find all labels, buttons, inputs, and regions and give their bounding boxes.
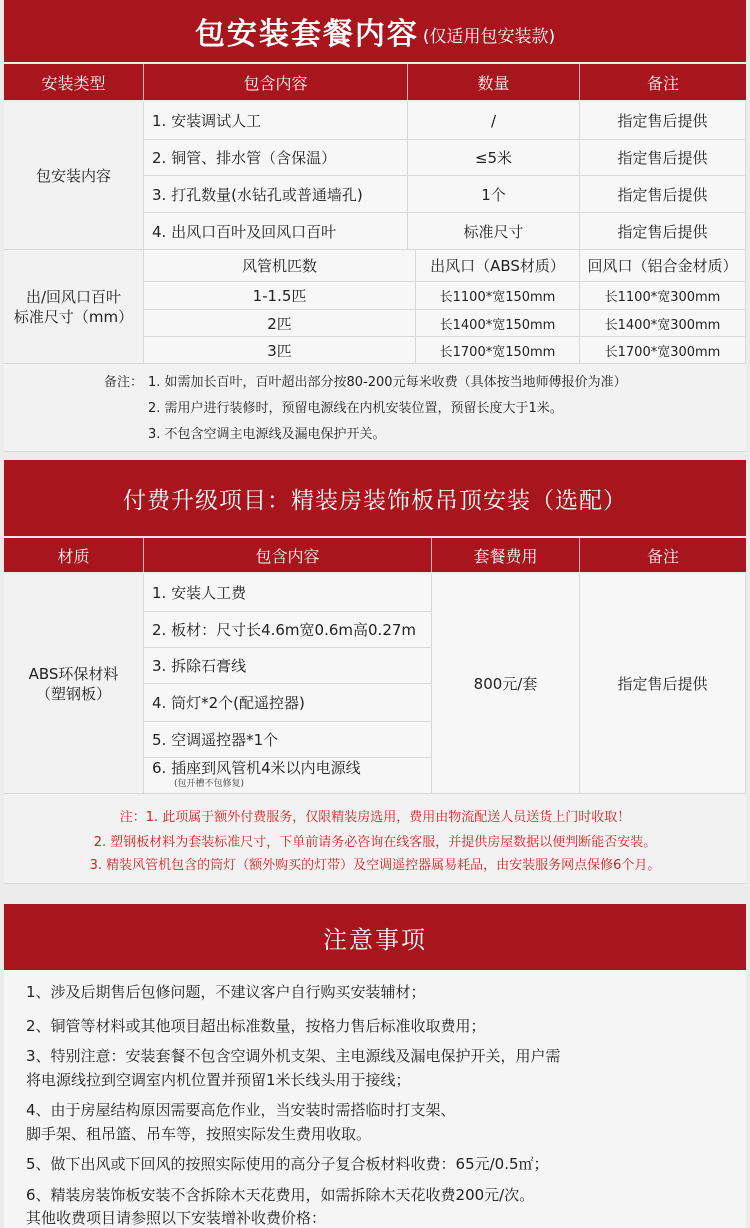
upgrade-item-4: 4. 筒灯*2个(配遥控器) xyxy=(144,684,432,722)
upgrade-item-5: 5. 空调遥控器*1个 xyxy=(144,722,432,758)
louver-size-label xyxy=(4,250,144,364)
qty-row-1: / xyxy=(408,102,580,140)
qty-row-4: 标准尺寸 xyxy=(408,213,580,250)
upgrade-title-banner xyxy=(4,460,746,536)
upgrade-title: 付费升级项目：精装房装饰板吊顶安装（选配） xyxy=(123,487,627,514)
package-title: 包安装套餐内容 xyxy=(194,17,419,52)
remark-row-1: 指定售后提供 xyxy=(580,102,746,140)
note-3: 3. 不包含空调主电源线及漏电保护开关。 xyxy=(148,427,386,442)
material-line1: ABS环保材料 xyxy=(28,664,119,683)
note-1: 1. 如需加长百叶，百叶超出部分按80-200元每米收费（具体按当地师傅报价为准） xyxy=(148,375,627,390)
louver-hp-1: 1-1.5匹 xyxy=(144,282,416,310)
header-package-fee: 套餐费用 xyxy=(432,538,580,572)
notice-title: 注意事项 xyxy=(323,925,427,954)
louver-hp-3: 3匹 xyxy=(144,337,416,364)
remark-row-2: 指定售后提供 xyxy=(580,140,746,176)
louver-header-outlet: 出风口（ABS材质） xyxy=(416,250,580,282)
louver-return-1: 长1100*宽300mm xyxy=(580,282,746,310)
notice-item-6: 6、精装房装饰板安装不含拆除木天花费用，如需拆除木天花收费200元/次。 xyxy=(26,1186,535,1204)
qty-row-2: ≤5米 xyxy=(408,140,580,176)
qty-row-3: 1个 xyxy=(408,176,580,213)
upgrade-item-6: 6. 插座到风管机4米以内电源线 xyxy=(152,758,361,777)
header-quantity: 数量 xyxy=(408,64,580,100)
notice-item-2: 2、铜管等材料或其他项目超出标准数量，按格力售后标准收取费用； xyxy=(26,1017,486,1035)
install-type-cell: 包安装内容 xyxy=(4,102,144,250)
remark-row-3: 指定售后提供 xyxy=(580,176,746,213)
louver-header-return: 回风口（铝合金材质） xyxy=(580,250,746,282)
header-content: 包含内容 xyxy=(144,64,408,100)
content-row-3: 3. 打孔数量(水钻孔或普通墙孔) xyxy=(144,176,408,213)
upgrade-remark: 指定售后提供 xyxy=(580,574,746,794)
notice-item-6-cont: 其他收费项目请参照以下安装增补收费价格： xyxy=(26,1209,327,1227)
package-subtitle: (仅适用包安装款) xyxy=(422,26,556,47)
red-note-2: 2. 塑钢板材料为套装标准尺寸，下单前请务必咨询在线客服，并提供房屋数据以便判断能否安装。 xyxy=(93,835,657,850)
louver-hp-2: 2匹 xyxy=(144,310,416,337)
louver-outlet-1: 长1100*宽150mm xyxy=(416,282,580,310)
notes-prefix: 备注： xyxy=(104,375,144,390)
header-upgrade-remark: 备注 xyxy=(580,538,746,572)
louver-size-label-line2: 标准尺寸（mm） xyxy=(13,307,134,326)
red-note-1: 注：1. 此项属于额外付费服务，仅限精装房选用，费用由物流配送人员送货上门时收取！ xyxy=(119,810,631,825)
notice-item-3-cont: 将电源线拉到空调室内机位置并预留1米长线头用于接线； xyxy=(26,1071,411,1089)
louver-outlet-2: 长1400*宽150mm xyxy=(416,310,580,337)
package-price: 800元/套 xyxy=(432,574,580,794)
package-title-banner xyxy=(4,0,746,62)
upgrade-item-3: 3. 拆除石膏线 xyxy=(144,648,432,684)
header-install-type: 安装类型 xyxy=(4,64,144,100)
remark-row-4: 指定售后提供 xyxy=(580,213,746,250)
header-upgrade-content: 包含内容 xyxy=(144,538,432,572)
louver-return-2: 长1400*宽300mm xyxy=(580,310,746,337)
louver-return-3: 长1700*宽300mm xyxy=(580,337,746,364)
notice-item-5: 5、做下出风或下回风的按照实际使用的高分子复合板材料收费：65元/0.5㎡； xyxy=(26,1155,549,1173)
note-2: 2. 需用户进行装修时，预留电源线在内机安装位置，预留长度大于1米。 xyxy=(148,401,563,416)
material-cell xyxy=(4,574,144,794)
notice-item-4: 4、由于房屋结构原因需要高危作业，当安装时需搭临时打支架、 xyxy=(26,1101,456,1119)
louver-header-hp: 风管机匹数 xyxy=(144,250,416,282)
header-material: 材质 xyxy=(4,538,144,572)
louver-size-label-line1: 出/回风口百叶 xyxy=(25,287,122,306)
notice-item-4-cont: 脚手架、租吊篮、吊车等，按照实际发生费用收取。 xyxy=(26,1125,372,1143)
red-note-3: 3. 精装风管机包含的筒灯（额外购买的灯带）及空调遥控器属易耗品，由安装服务网点保修6个月。 xyxy=(89,858,661,873)
louver-outlet-3: 长1700*宽150mm xyxy=(416,337,580,364)
upgrade-item-6-sub: (包开槽不包修复) xyxy=(174,778,245,789)
content-row-2: 2. 铜管、排水管（含保温） xyxy=(144,140,408,176)
content-row-1: 1. 安装调试人工 xyxy=(144,102,408,140)
content-row-4: 4. 出风口百叶及回风口百叶 xyxy=(144,213,408,250)
header-remark: 备注 xyxy=(580,64,746,100)
upgrade-item-6-cell xyxy=(144,758,432,794)
upgrade-item-2: 2. 板材：尺寸长4.6m宽0.6m高0.27m xyxy=(144,612,432,648)
notice-item-1: 1、涉及后期售后包修问题，不建议客户自行购买安装辅材； xyxy=(26,983,426,1001)
upgrade-item-1: 1. 安装人工费 xyxy=(144,574,432,612)
notice-title-banner xyxy=(4,904,746,970)
material-line2: （塑钢板） xyxy=(35,684,111,703)
notice-item-3: 3、特别注意：安装套餐不包含空调外机支架、主电源线及漏电保护开关，用户需 xyxy=(26,1047,561,1065)
